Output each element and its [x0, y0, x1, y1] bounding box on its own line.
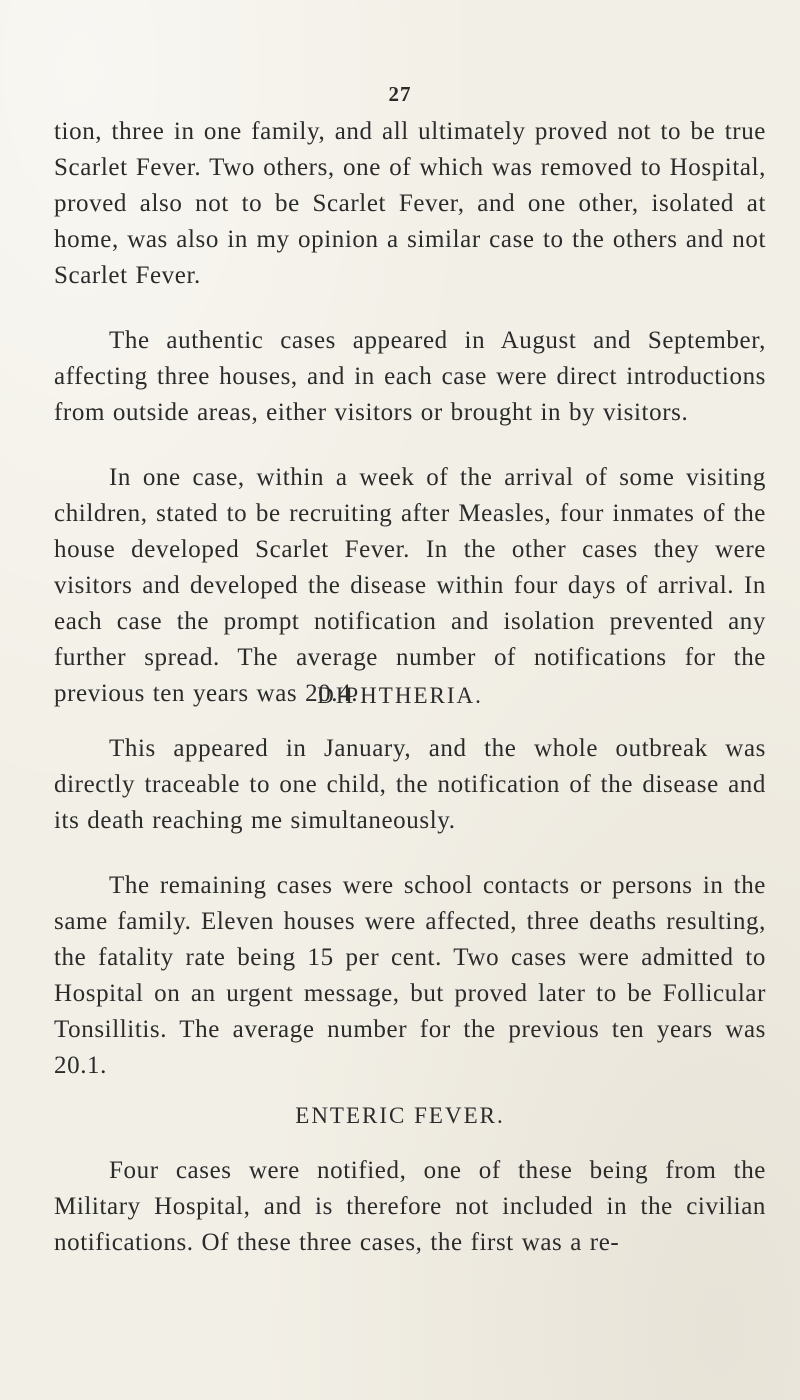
text-section-enteric-fever	[54, 1153, 766, 1261]
paragraph-continuation: tion, three in one family, and all ultimately proved not to be true Scarlet Fever. Two others, one of which was removed to Hospital, proved also not to be Scarlet Fever, and one other, isolated at home, was also in my opinion a similar case to the others and not Scarlet Fever.	[54, 118, 766, 289]
text-section-diphtheria	[54, 731, 766, 1084]
heading-diphtheria: DIPHTHERIA.	[317, 683, 483, 708]
paragraph-authentic-cases: The authentic cases appeared in August and September, affecting three houses, and in each case were direct introductions from outside areas, either visitors or brought in by visitors.	[54, 327, 766, 426]
paragraph-enteric-cases: Four cases were notified, one of these being from the Military Hospital, and is therefore not included in the civilian notifications. Of these three cases, the first was a re-	[54, 1157, 766, 1256]
page-number: 27	[388, 82, 412, 106]
heading-enteric-fever: ENTERIC FEVER.	[295, 1103, 505, 1128]
paragraph-diphtheria-outbreak: This appeared in January, and the whole outbreak was directly traceable to one child, the notification of the disease and its death reaching me simultaneously.	[54, 735, 766, 834]
paragraph-diphtheria-remaining: The remaining cases were school contacts or persons in the same family. Eleven houses were affected, three deaths resulting, the fatality rate being 15 per cent. Two cases were admitted to Hospital on an urgent message, but proved later to be Follicular Tonsillitis. The average number for the previous ten years was 20.1.	[54, 872, 766, 1079]
paragraph-visiting-children: In one case, within a week of the arrival of some visiting children, stated to be recruiting after Measles, four inmates of the house developed Scarlet Fever. In the other cases they were visitors and developed the disease within four days of arrival. In each case the prompt notification and isolation prevented any further spread. The average number of notifications for the previous ten years was 20.4.	[54, 464, 766, 707]
text-section-scarlet-fever	[54, 114, 766, 712]
